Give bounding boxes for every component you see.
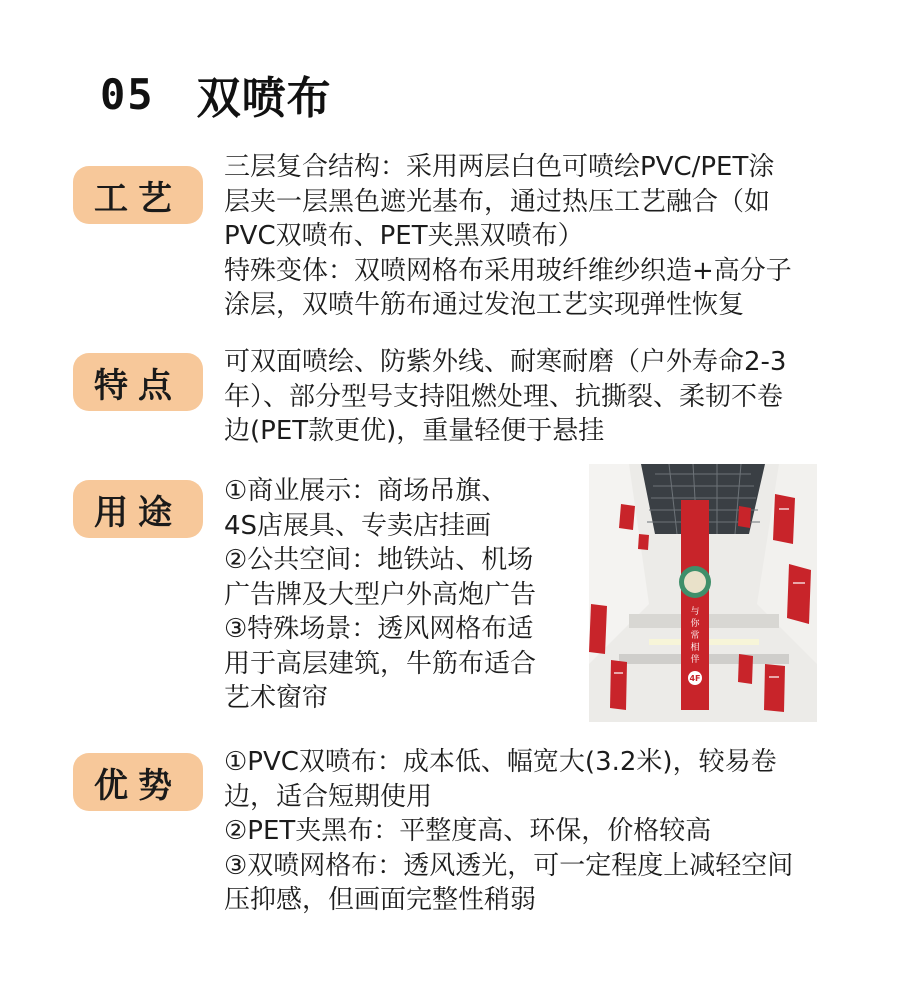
mall-banner-photo bbox=[589, 464, 817, 722]
section-number: 05 bbox=[100, 69, 155, 119]
text-line: 4S店展具、专卖店挂画 bbox=[224, 510, 492, 541]
text-line: 可双面喷绘、防紫外线、耐寒耐磨（户外寿命2-3 bbox=[224, 347, 787, 377]
text-line: ①商业展示：商场吊旗、 bbox=[224, 476, 508, 506]
text-line: 涂层，双喷牛筋布通过发泡工艺实现弹性恢复 bbox=[224, 290, 745, 320]
tag-advantages: 优势 bbox=[73, 753, 203, 811]
text-line: PVC双喷布、PET夹黑双喷布） bbox=[224, 221, 584, 251]
text-line: 特殊变体：双喷网格布采用玻纤维纱织造+高分子 bbox=[224, 255, 792, 286]
banner-line-1: 与 bbox=[690, 607, 700, 617]
text-line: 边(PET款更优)，重量轻便于悬挂 bbox=[224, 416, 605, 446]
tag-uses: 用途 bbox=[73, 480, 203, 538]
banner-line-5: 伴 bbox=[690, 655, 700, 665]
text-line: 广告牌及大型户外高炮广告 bbox=[224, 579, 537, 610]
text-line: ②PET夹黑布：平整度高、环保，价格较高 bbox=[224, 816, 712, 846]
text-line: 压抑感，但画面完整性稍弱 bbox=[224, 885, 537, 915]
features-text bbox=[224, 345, 786, 449]
text-line: 用于高层建筑，牛筋布适合 bbox=[224, 648, 537, 679]
uses-text bbox=[224, 474, 536, 716]
page-title bbox=[100, 62, 332, 126]
text-line: ①PVC双喷布：成本低、幅宽大(3.2米)，较易卷 bbox=[224, 747, 777, 777]
photo-illustration bbox=[589, 464, 817, 722]
advantages-text bbox=[224, 745, 793, 918]
tag-features: 特点 bbox=[73, 353, 203, 411]
tag-craft: 工艺 bbox=[73, 166, 203, 224]
text-line: 层夹一层黑色遮光基布，通过热压工艺融合（如 bbox=[224, 186, 771, 217]
text-line: 艺术窗帘 bbox=[224, 683, 329, 713]
text-line: ③双喷网格布：透风透光，可一定程度上减轻空间 bbox=[224, 850, 794, 881]
banner-badge: 4F bbox=[689, 674, 701, 683]
craft-text bbox=[224, 150, 792, 323]
text-line: ③特殊场景：透风网格布适 bbox=[224, 614, 534, 644]
text-line: ②公共空间：地铁站、机场 bbox=[224, 545, 534, 575]
text-line: 边，适合短期使用 bbox=[224, 781, 433, 812]
text-line: 年）、部分型号支持阻燃处理、抗撕裂、柔韧不卷 bbox=[224, 381, 784, 412]
banner-line-3: 常 bbox=[690, 631, 700, 641]
banner-line-2: 你 bbox=[690, 619, 700, 629]
text-line: 三层复合结构：采用两层白色可喷绘PVC/PET涂 bbox=[224, 152, 775, 182]
banner-line-4: 相 bbox=[690, 643, 700, 653]
section-name: 双喷布 bbox=[196, 73, 332, 124]
